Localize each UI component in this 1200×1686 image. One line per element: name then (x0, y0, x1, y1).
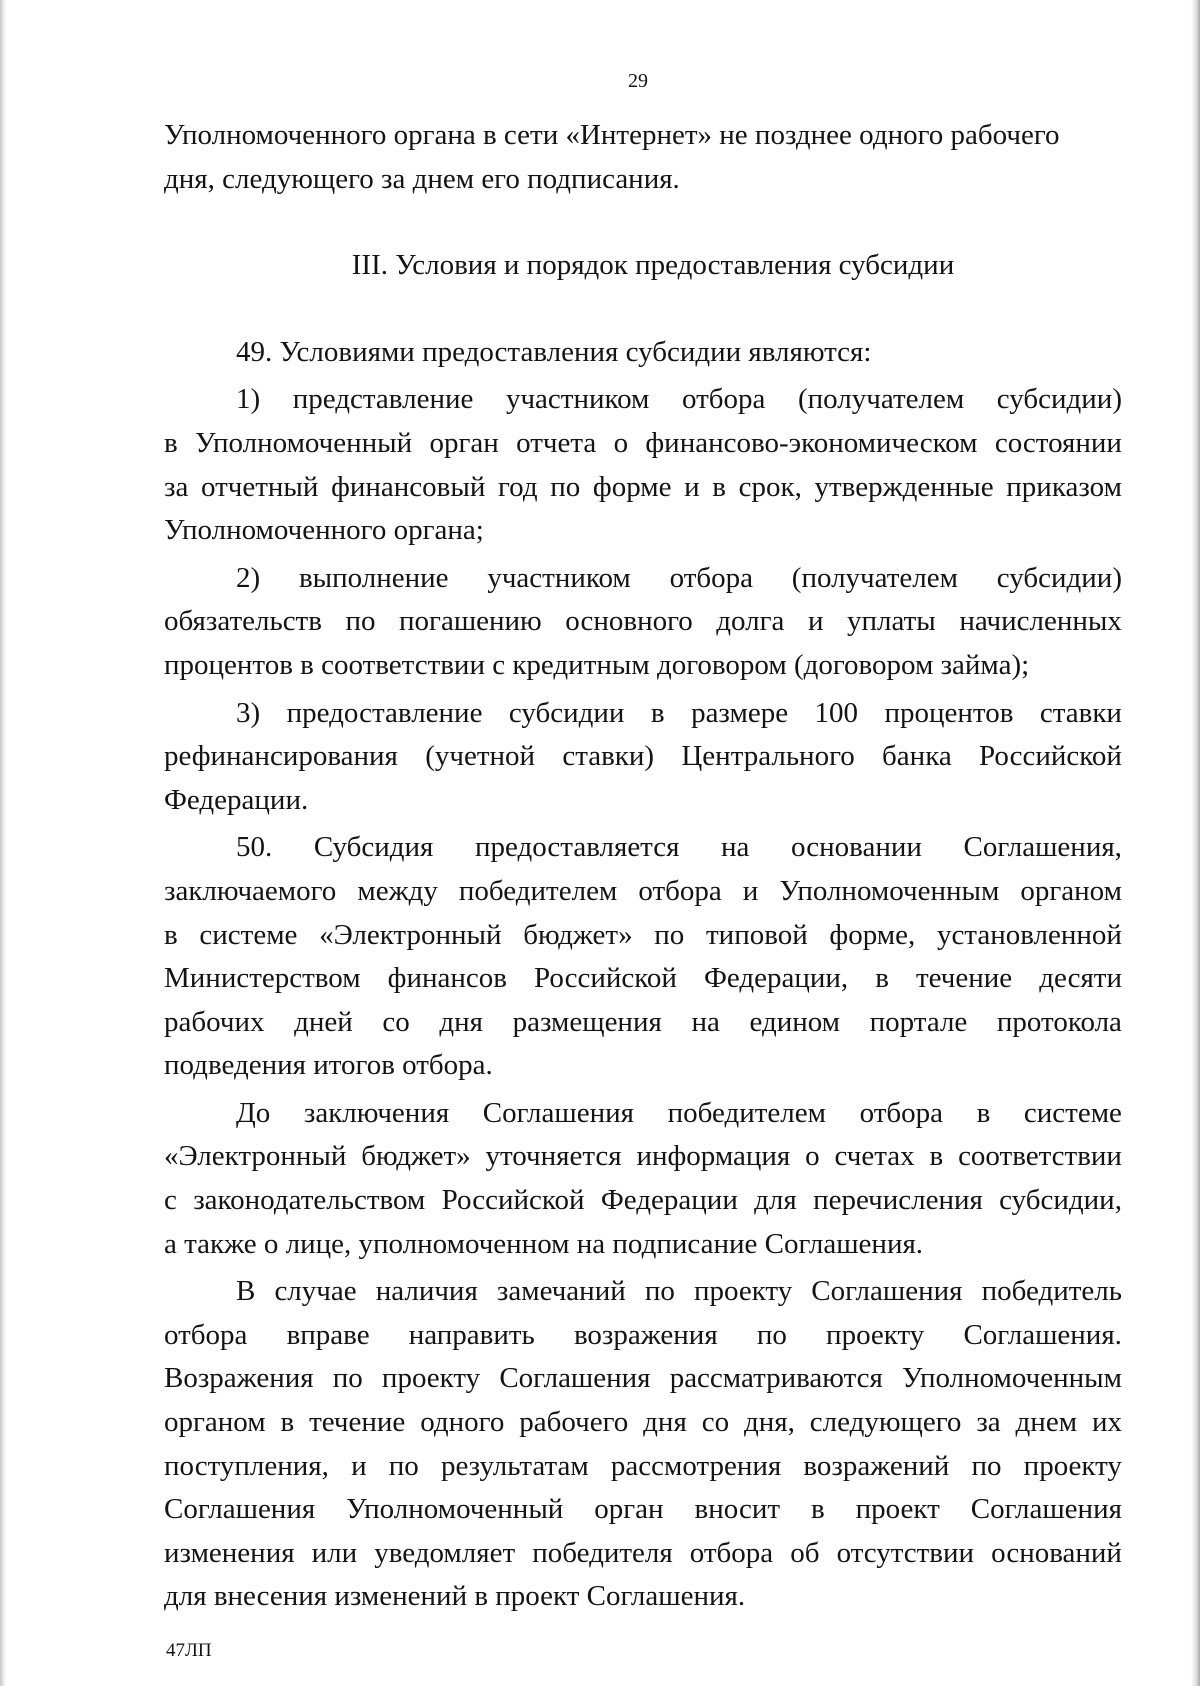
word: на (691, 1005, 720, 1038)
word: перечисления (813, 1184, 983, 1217)
word: с (164, 1184, 177, 1217)
word: по (644, 1275, 675, 1308)
document-body (164, 114, 1122, 1619)
word: в (810, 1493, 825, 1526)
word: отбора (681, 383, 766, 416)
word: в (280, 1406, 295, 1439)
word: проекту (826, 1318, 925, 1351)
word: бюджет» (361, 1140, 471, 1173)
word: выполнение (298, 561, 449, 594)
word: состоянии (994, 426, 1122, 459)
word: приказом (1006, 470, 1122, 503)
word: вносит (694, 1493, 781, 1526)
word: замечаний (496, 1275, 626, 1308)
word: между (357, 874, 438, 907)
word: счетах (834, 1140, 915, 1173)
word: 49. Условиями предоставления субсидии являются: (236, 335, 872, 368)
word: срок, (738, 470, 802, 503)
text-line (164, 1401, 1122, 1445)
text-line (164, 1179, 1122, 1223)
word: рефинансирования (164, 740, 398, 773)
word: по (332, 1362, 363, 1395)
text-line (164, 779, 1122, 823)
text-line (164, 1575, 1122, 1619)
word: год (498, 470, 538, 503)
word: Субсидия (313, 831, 434, 864)
text-line (164, 957, 1122, 1001)
word: протокола (996, 1005, 1122, 1038)
word: одного (420, 1406, 505, 1439)
word: Федерации, (703, 962, 849, 995)
word: бюджет» (523, 918, 633, 951)
text-line (164, 600, 1122, 644)
word: уточняется (485, 1140, 622, 1173)
text-line (164, 378, 1122, 422)
scan-edge-left (0, 0, 6, 1686)
word: информация (636, 1140, 791, 1173)
word: орган (594, 1493, 664, 1526)
word: Соглашения (482, 1096, 634, 1129)
word: дня (439, 1005, 483, 1038)
word: рассмотрения (610, 1449, 782, 1482)
text-line (164, 331, 1122, 375)
word: проект (855, 1493, 940, 1526)
word: по (388, 1449, 419, 1482)
word: поступления, (164, 1449, 329, 1482)
text-line (164, 1314, 1122, 1358)
word: на (721, 831, 750, 864)
intro-line: дня, следующего за днем его подписания. (164, 162, 680, 195)
word: Российской (441, 1184, 585, 1217)
word: Министерством (164, 962, 361, 995)
text-line (164, 422, 1122, 466)
word: предоставляется (474, 831, 680, 864)
text-line (164, 1445, 1122, 1489)
intro-text (164, 114, 1122, 201)
word: победитель (981, 1275, 1122, 1308)
word: победителем (667, 1096, 826, 1129)
word: рабочего (519, 1406, 629, 1439)
word: субсидии (508, 696, 625, 729)
text-line (164, 509, 1122, 553)
word: обязательств (164, 605, 322, 638)
word: со (382, 1005, 410, 1038)
word: отбора (689, 1536, 774, 1569)
word: представление (292, 383, 474, 416)
word: проекту (381, 1362, 481, 1395)
word: Соглашения (811, 1275, 963, 1308)
text-line (164, 557, 1122, 601)
word: Соглашения (970, 1493, 1122, 1526)
word: Уполномоченным (901, 1362, 1122, 1395)
word: со (701, 1406, 730, 1439)
word: по (345, 605, 376, 638)
word: рабочих (164, 1005, 265, 1038)
word: за (164, 470, 189, 503)
word: Соглашения. (963, 1318, 1122, 1351)
word: Федерации. (164, 783, 309, 816)
word: за (976, 1406, 1001, 1439)
paragraphs (164, 331, 1122, 1619)
word: долга (716, 605, 785, 638)
word: размещения (512, 1005, 662, 1038)
word: рассматриваются (669, 1362, 883, 1395)
text-line (164, 870, 1122, 914)
paragraph (164, 378, 1122, 552)
word: финансово-экономическом (645, 426, 978, 459)
word: основного (565, 605, 693, 638)
word: днем (1015, 1406, 1078, 1439)
word: отбора (669, 561, 753, 594)
word: соответствии (958, 1140, 1122, 1173)
word: о (805, 1140, 820, 1173)
word: в (712, 470, 726, 503)
word: Российской (979, 740, 1122, 773)
word: десяти (1039, 962, 1122, 995)
word: уведомляет (374, 1536, 516, 1569)
word: участником (487, 561, 631, 594)
word: отсутствии (836, 1536, 975, 1569)
word: заключаемого (164, 874, 337, 907)
paragraph (164, 1270, 1122, 1619)
word: утвержденные (814, 470, 994, 503)
word: органом (1020, 874, 1122, 907)
text-line (164, 1270, 1122, 1314)
text-line (164, 1223, 1122, 1267)
word: основании (791, 831, 922, 864)
word: предоставление (286, 696, 483, 729)
paragraph (164, 1092, 1122, 1266)
word: об (790, 1536, 820, 1569)
word: результатам (440, 1449, 589, 1482)
text-line (164, 826, 1122, 870)
word: изменения (164, 1536, 295, 1569)
word: отбора (859, 1096, 943, 1129)
word: их (1091, 1406, 1122, 1439)
word: системе (199, 918, 298, 951)
text-line (164, 1532, 1122, 1576)
word: по (654, 918, 685, 951)
word: а также о лице, уполномоченном на подписание Соглашения. (164, 1227, 924, 1260)
word: проекту (693, 1275, 793, 1308)
word: и (742, 874, 759, 907)
word: «Электронный (164, 1140, 347, 1173)
word: субсидии) (996, 561, 1122, 594)
word: «Электронный (319, 918, 502, 951)
word: о (613, 426, 629, 459)
text-line (164, 1092, 1122, 1136)
word: 1) (236, 383, 261, 416)
word: форме, (829, 918, 916, 951)
word: направить (408, 1318, 535, 1351)
word: в (164, 918, 178, 951)
document-code: 47ЛП (166, 1640, 212, 1661)
paragraph (164, 557, 1122, 688)
word: ставки) (562, 740, 655, 773)
word: Федерации (600, 1184, 738, 1217)
word: едином (749, 1005, 841, 1038)
intro-line: Уполномоченного органа в сети «Интернет» не позднее одного рабочего (164, 119, 1060, 151)
word: 3) (236, 696, 261, 729)
word: возражения (573, 1318, 718, 1351)
word: ставки (1039, 696, 1122, 729)
word: Соглашения, (963, 831, 1122, 864)
word: системе (1023, 1096, 1122, 1129)
word: банка (882, 740, 952, 773)
word: дня (643, 1406, 687, 1439)
word: отбора (638, 874, 722, 907)
word: (получателем (797, 383, 965, 416)
word: погашению (399, 605, 542, 638)
word: для внесения изменений в проект Соглашения. (164, 1580, 746, 1613)
word: по (971, 1449, 1002, 1482)
word: отчетный (200, 470, 319, 503)
word: победителем (458, 874, 618, 907)
word: субсидии) (996, 383, 1122, 416)
paragraph (164, 692, 1122, 823)
word: портале (869, 1005, 968, 1038)
scan-edge-right (1191, 0, 1200, 1686)
word: для (754, 1184, 797, 1217)
word: наличия (375, 1275, 478, 1308)
word: заключения (303, 1096, 450, 1129)
word: в (875, 962, 889, 995)
text-line (164, 1044, 1122, 1088)
word: процентов (884, 696, 1014, 729)
word: 50. (236, 831, 273, 864)
word: типовой (706, 918, 808, 951)
word: Российской (534, 962, 677, 995)
word: случае (274, 1275, 357, 1308)
word: вправе (286, 1318, 370, 1351)
word: или (311, 1536, 358, 1569)
word: (получателем (791, 561, 958, 594)
section-heading: III. Условия и порядок предоставления субсидии (351, 249, 955, 282)
word: органом (164, 1406, 266, 1439)
word: течение (309, 1406, 406, 1439)
word: Соглашения (499, 1362, 651, 1395)
word: финансов (387, 962, 507, 995)
word: отбора (164, 1318, 248, 1351)
word: в (650, 696, 665, 729)
word: Возражения (164, 1362, 314, 1395)
word: течение (915, 962, 1013, 995)
text-line (164, 1001, 1122, 1045)
text-line (164, 644, 1122, 688)
word: орган (429, 426, 499, 459)
word: в (976, 1096, 991, 1129)
text-line (164, 914, 1122, 958)
word: по (550, 470, 581, 503)
text-line (164, 1135, 1122, 1179)
word: 100 (814, 696, 859, 729)
word: подведения итогов отбора. (164, 1049, 493, 1082)
text-line (164, 735, 1122, 779)
word: уплаты (847, 605, 936, 638)
text-line (164, 1488, 1122, 1532)
word: дней (294, 1005, 353, 1038)
word: в (929, 1140, 944, 1173)
paragraph (164, 331, 1122, 375)
word: возражений (803, 1449, 950, 1482)
word: и (684, 470, 700, 503)
word: форме (592, 470, 672, 503)
word: Уполномоченный (346, 1493, 564, 1526)
word: следующего (809, 1406, 962, 1439)
word: установленной (936, 918, 1122, 951)
word: Уполномоченный (195, 426, 413, 459)
word: Соглашения (164, 1493, 316, 1526)
word: отчета (516, 426, 597, 459)
word: законодательством (193, 1184, 426, 1217)
word: В (236, 1275, 256, 1308)
word: начисленных (959, 605, 1122, 638)
text-line (164, 466, 1122, 510)
word: и (807, 605, 824, 638)
word: по (756, 1318, 787, 1351)
page-number: 29 (628, 70, 648, 92)
word: оснований (991, 1536, 1122, 1569)
word: участником (505, 383, 650, 416)
word: размере (691, 696, 789, 729)
word: процентов в соответствии с кредитным договором (договором займа); (164, 648, 1030, 681)
word: в (164, 426, 178, 459)
text-line (164, 692, 1122, 736)
word: дня, (743, 1406, 795, 1439)
word: победителя (532, 1536, 673, 1569)
word: и (351, 1449, 367, 1482)
word: Уполномоченного органа; (164, 514, 484, 547)
word: До (236, 1096, 271, 1129)
word: 2) (236, 561, 261, 594)
word: субсидии, (999, 1184, 1122, 1217)
word: Центрального (681, 740, 855, 773)
word: проекту (1023, 1449, 1122, 1482)
paragraph (164, 826, 1122, 1088)
word: Уполномоченным (779, 874, 1000, 907)
word: (учетной (425, 740, 536, 773)
text-line (164, 1357, 1122, 1401)
word: финансовый (331, 470, 486, 503)
